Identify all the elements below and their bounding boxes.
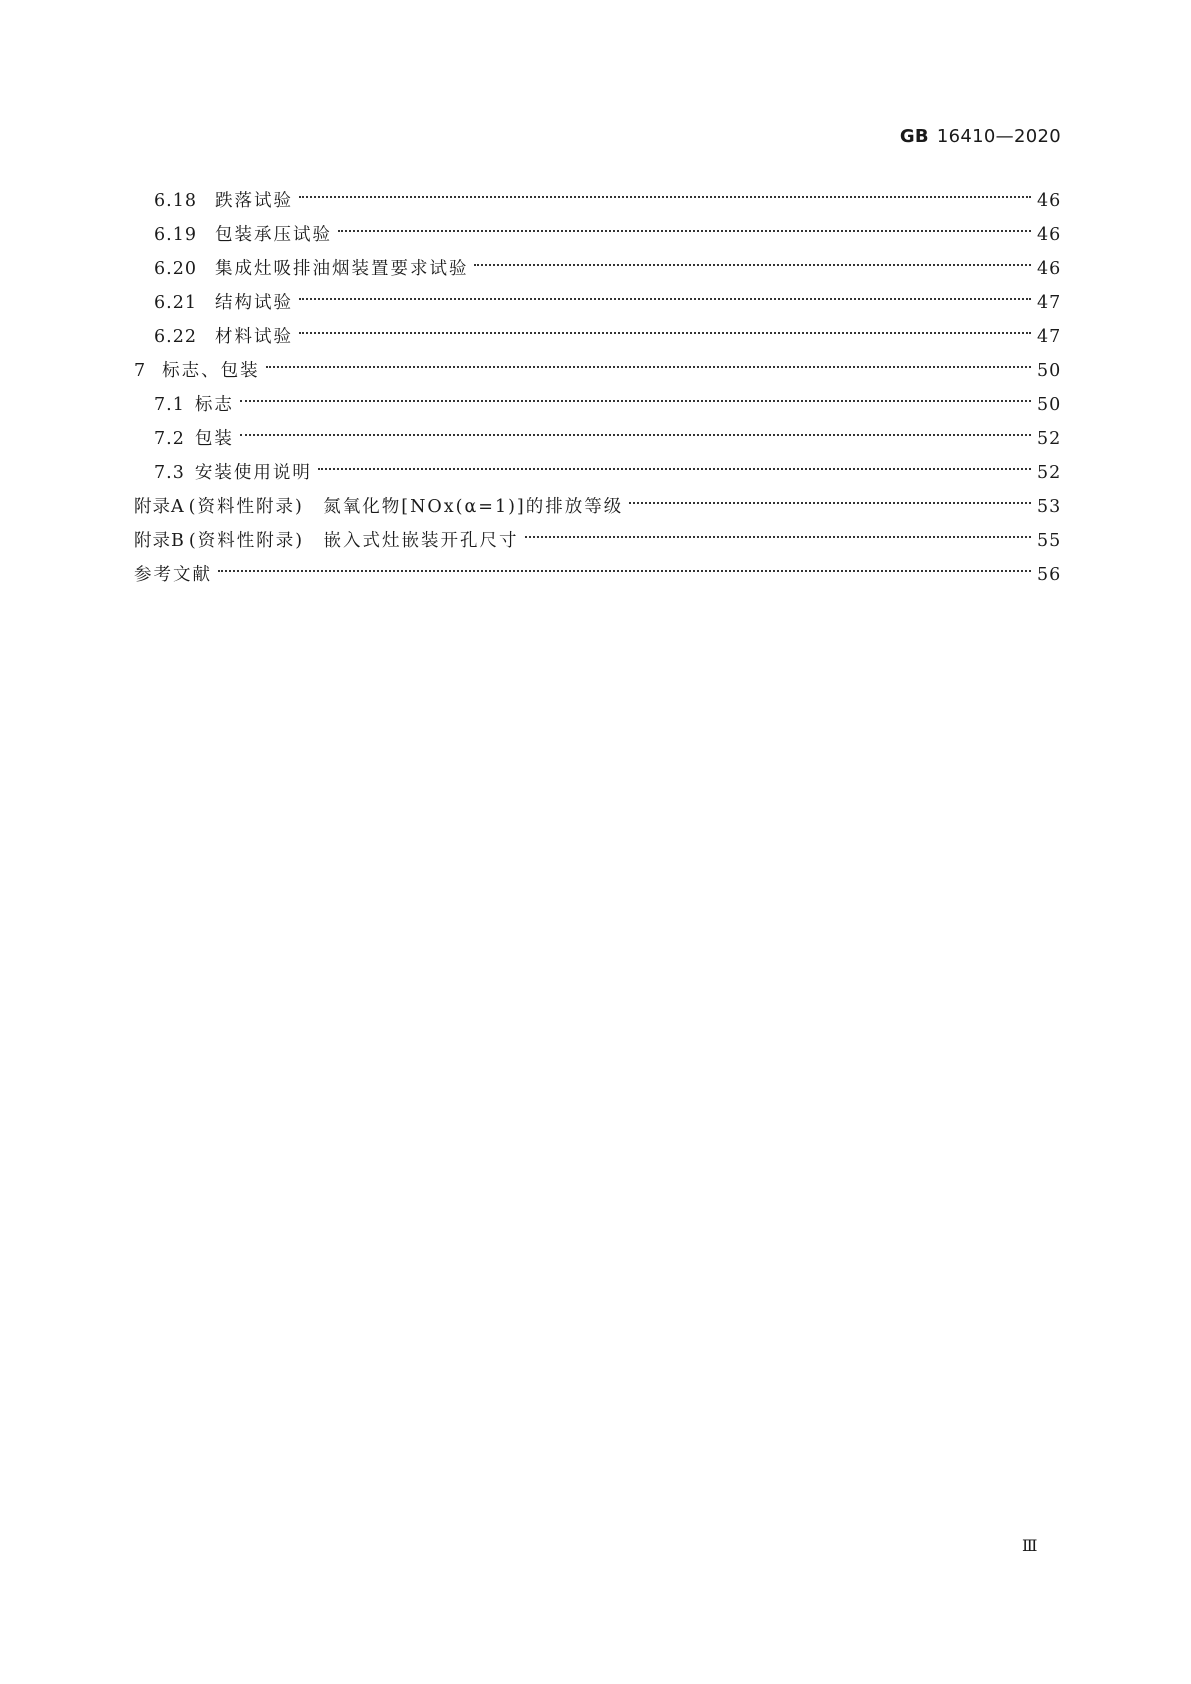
dot-leader <box>338 212 1031 240</box>
dot-leader <box>474 246 1031 274</box>
toc-entry-title: 标志、包装 <box>162 361 260 381</box>
dot-leader <box>318 450 1031 478</box>
toc-entry-page: 56 <box>1037 565 1062 585</box>
page-number: Ⅲ <box>1022 1536 1038 1555</box>
dot-leader <box>525 518 1031 546</box>
toc-entry-references[interactable] <box>0 552 1062 585</box>
toc-entry-6-18[interactable] <box>0 178 1062 211</box>
standard-header <box>900 126 1061 147</box>
standard-number: 16410—2020 <box>936 126 1061 147</box>
dot-leader <box>240 382 1031 410</box>
toc-entry-title: 结构试验 <box>214 293 293 313</box>
toc-entry-title: (资料性附录) 氮氧化物[NOx(α=1)]的排放等级 <box>188 497 624 517</box>
toc-entry-page: 52 <box>1037 463 1062 483</box>
dot-leader <box>629 484 1031 512</box>
dot-leader <box>299 314 1031 342</box>
toc-entry-page: 55 <box>1037 531 1062 551</box>
toc-entry-title: 跌落试验 <box>214 191 293 211</box>
toc-entry-page: 46 <box>1037 191 1062 211</box>
toc-entry-number: 附录A <box>134 497 185 517</box>
toc-entry-number: 6.21 <box>154 293 197 313</box>
toc-entry-title: (资料性附录) 嵌入式灶嵌装开孔尺寸 <box>188 531 519 551</box>
toc-entry-title: 集成灶吸排油烟装置要求试验 <box>214 259 469 279</box>
toc-entry-7[interactable] <box>0 348 1062 381</box>
dot-leader <box>299 280 1031 308</box>
toc-entry-number: 7.2 <box>154 429 185 449</box>
toc-entry-title: 参考文献 <box>134 565 212 585</box>
toc-entry-6-22[interactable] <box>0 314 1062 347</box>
toc-entry-7-2[interactable] <box>0 416 1062 449</box>
standard-code: GB <box>899 126 929 147</box>
dot-leader <box>266 348 1031 376</box>
toc-entry-number: 6.22 <box>154 327 197 347</box>
toc-entry-number: 6.19 <box>154 225 197 245</box>
toc-entry-title: 安装使用说明 <box>194 463 312 483</box>
toc-entry-page: 47 <box>1037 327 1062 347</box>
toc-entry-number: 附录B <box>134 531 185 551</box>
toc-entry-title: 标志 <box>194 395 234 415</box>
dot-leader <box>218 552 1031 580</box>
toc-entry-number: 6.20 <box>154 259 197 279</box>
toc-entry-number: 7 <box>134 361 147 381</box>
toc-entry-page: 50 <box>1037 361 1062 381</box>
toc-entry-title: 包装承压试验 <box>214 225 332 245</box>
toc-entry-page: 50 <box>1037 395 1062 415</box>
toc-entry-page: 53 <box>1037 497 1062 517</box>
toc-entry-title: 材料试验 <box>214 327 293 347</box>
toc-entry-6-20[interactable] <box>0 246 1062 279</box>
dot-leader <box>240 416 1031 444</box>
toc-entry-number: 6.18 <box>154 191 197 211</box>
toc-entry-page: 52 <box>1037 429 1062 449</box>
dot-leader <box>299 178 1031 206</box>
toc-entry-6-21[interactable] <box>0 280 1062 313</box>
toc-entry-7-3[interactable] <box>0 450 1062 483</box>
toc-entry-number: 7.1 <box>154 395 185 415</box>
toc-entry-page: 46 <box>1037 259 1062 279</box>
toc-entry-appendix-b[interactable] <box>0 518 1062 551</box>
toc-entry-title: 包装 <box>194 429 234 449</box>
toc-entry-appendix-a[interactable] <box>0 484 1062 517</box>
toc-entry-page: 47 <box>1037 293 1062 313</box>
toc-entry-page: 46 <box>1037 225 1062 245</box>
toc-entry-6-19[interactable] <box>0 212 1062 245</box>
toc-entry-number: 7.3 <box>154 463 185 483</box>
toc-entry-7-1[interactable] <box>0 382 1062 415</box>
